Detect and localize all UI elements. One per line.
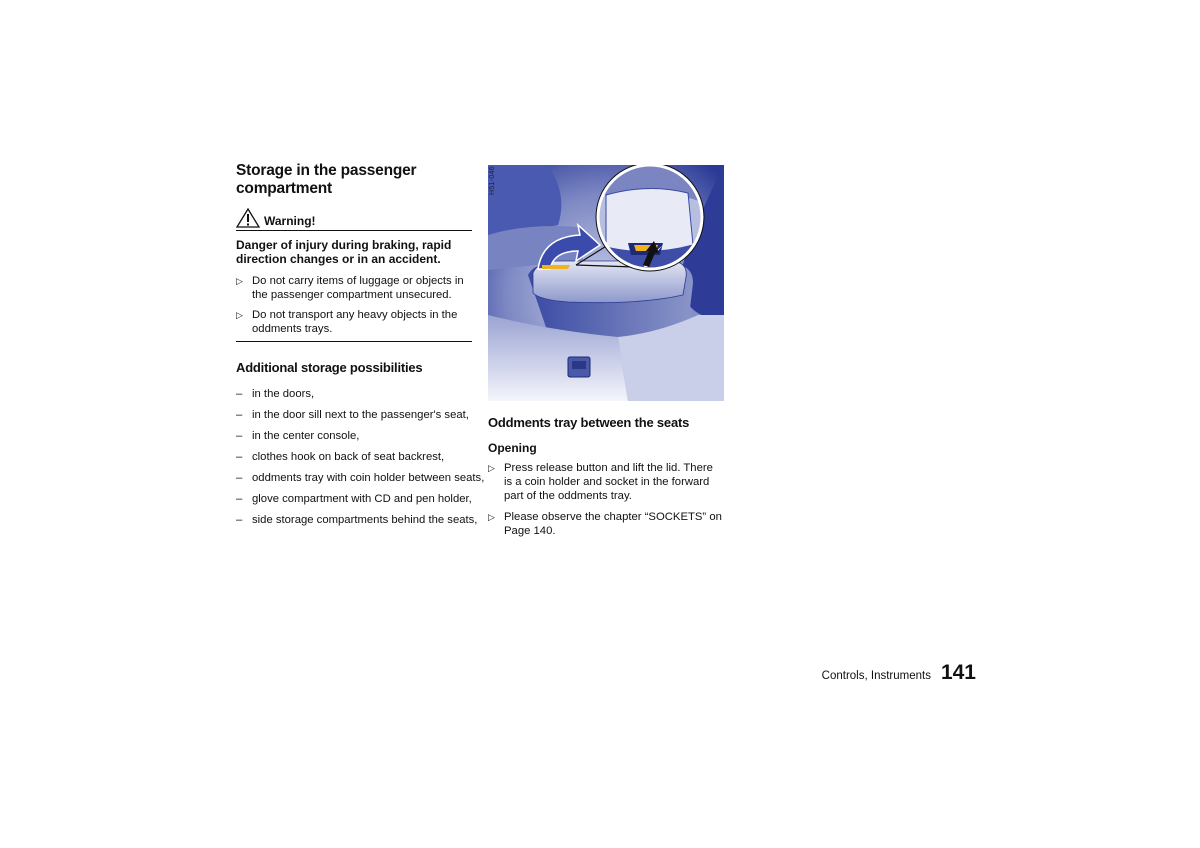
list-item — [488, 510, 724, 538]
list-item — [236, 492, 472, 506]
left-column — [236, 162, 485, 534]
dash-bullet: – — [236, 409, 243, 421]
storage-list — [236, 387, 485, 527]
storage-item-text: in the doors, — [252, 388, 315, 400]
triangle-bullet-icon: ▷ — [488, 463, 495, 473]
list-item — [236, 408, 472, 422]
opening-item-text: Press release button and lift the lid. There is a coin holder and socket in the forward part of the oddments tray. — [504, 462, 713, 502]
list-item — [236, 513, 478, 527]
warning-divider — [236, 341, 472, 342]
section-title: Storage in the passenger compartment — [236, 162, 417, 197]
footer-section-name: Controls, Instruments — [821, 670, 931, 682]
dash-bullet: – — [236, 472, 243, 484]
storage-item-text: clothes hook on back of seat backrest, — [252, 451, 445, 463]
list-item — [236, 471, 485, 485]
list-item — [236, 308, 472, 336]
console-illustration — [488, 165, 724, 401]
additional-storage-title: Additional storage possibilities — [236, 360, 423, 375]
warning-list — [236, 274, 472, 336]
triangle-bullet-icon: ▷ — [236, 276, 243, 286]
dash-bullet: – — [236, 451, 243, 463]
oddments-tray-illustration — [488, 165, 724, 401]
dash-bullet: – — [236, 493, 243, 505]
figure-code: H51-046 — [489, 166, 496, 195]
storage-item-text: in the center console, — [252, 430, 360, 442]
list-item — [236, 429, 472, 443]
opening-list — [488, 461, 724, 538]
warning-lead: Danger of injury during braking, rapid direction changes or in an accident. — [236, 238, 452, 266]
storage-item-text: side storage compartments behind the seats, — [252, 514, 478, 526]
storage-item-text: in the door sill next to the passenger's seat, — [252, 409, 469, 421]
oddments-tray-title: Oddments tray between the seats — [488, 415, 690, 430]
list-item — [236, 274, 472, 302]
warning-label: Warning! — [264, 214, 316, 228]
opening-subtitle: Opening — [488, 441, 537, 455]
storage-item-text: oddments tray with coin holder between seats, — [252, 472, 485, 484]
warning-header — [236, 208, 472, 231]
dash-bullet: – — [236, 430, 243, 442]
triangle-bullet-icon: ▷ — [488, 512, 495, 522]
opening-item-text: Please observe the chapter “SOCKETS” on Page 140. — [504, 511, 722, 537]
dash-bullet: – — [236, 514, 243, 526]
warning-item-text: Do not transport any heavy objects in the oddments trays. — [252, 309, 458, 335]
page-footer — [822, 661, 976, 685]
dash-bullet: – — [236, 388, 243, 400]
list-item — [236, 387, 472, 401]
warning-triangle-icon — [236, 208, 260, 228]
list-item — [236, 450, 472, 464]
triangle-bullet-icon: ▷ — [236, 310, 243, 320]
storage-item-text: glove compartment with CD and pen holder, — [252, 493, 472, 505]
list-item — [488, 461, 724, 503]
page-number: 141 — [940, 661, 976, 684]
warning-item-text: Do not carry items of luggage or objects in the passenger compartment unsecured. — [252, 275, 464, 301]
right-column — [488, 165, 724, 545]
